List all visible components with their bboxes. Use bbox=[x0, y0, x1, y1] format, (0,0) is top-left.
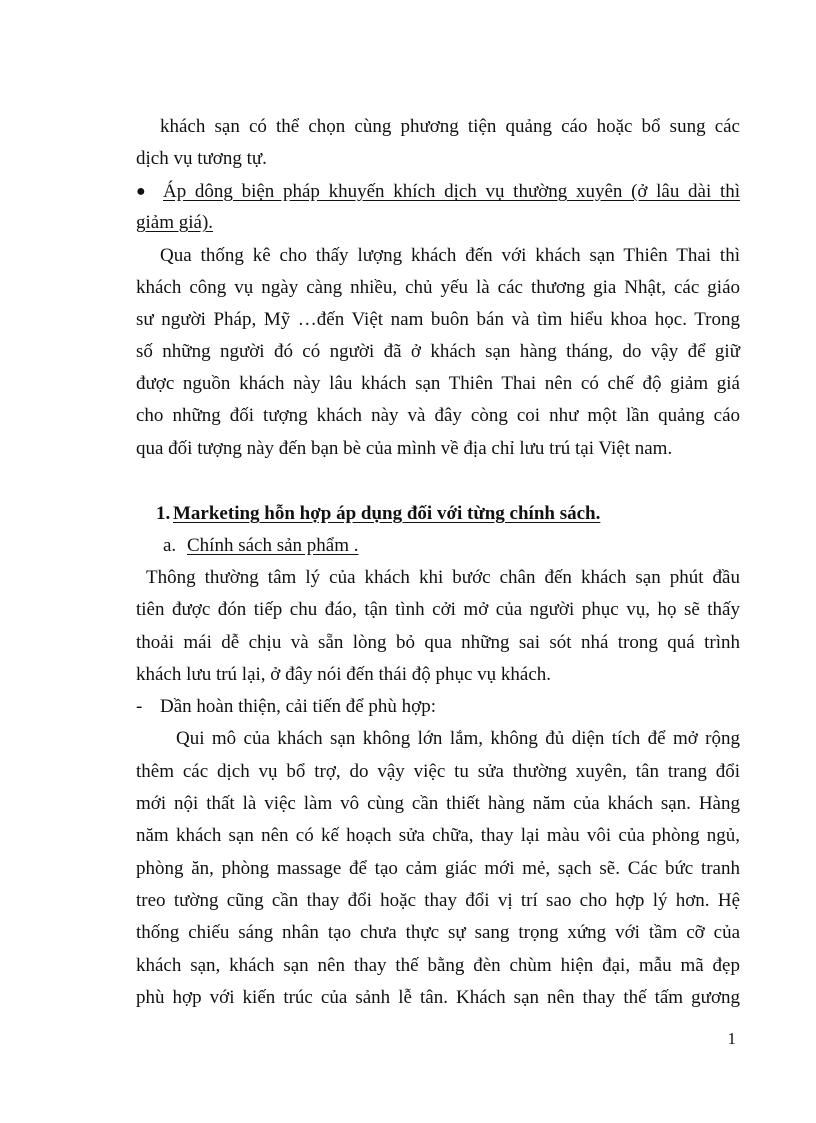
paragraph-line: năm khách sạn nên có kế hoạch sửa chữa, thay lại màu vôi của phòng ngủ, bbox=[136, 825, 740, 846]
paragraph-line: khách lưu trú lại, ở đây nói đến thái độ phục vụ khách. bbox=[136, 664, 552, 685]
paragraph-line: thống chiếu sáng nhân tạo chưa thực sự sang trọng xứng với tầm cỡ của bbox=[136, 922, 740, 943]
paragraph-line: số những người đó có người đã ở khách sạn hàng tháng, do vậy để giữ bbox=[136, 341, 740, 362]
page-number: 1 bbox=[727, 1029, 736, 1048]
paragraph-line: qua đối tượng này đến bạn bè của mình về địa chỉ lưu trú tại Việt nam. bbox=[136, 438, 673, 459]
bullet-heading-line-end bbox=[136, 207, 740, 239]
paragraph-line: dịch vụ tương tự. bbox=[136, 148, 267, 169]
paragraph-line: sư người Pháp, Mỹ …đến Việt nam buôn bán và tìm hiểu khoa học. Trong bbox=[136, 309, 740, 330]
paragraph-line: cho những đối tượng khách này và đây còng coi như một lần quảng cáo bbox=[136, 405, 740, 426]
paragraph-line: mới nội thất là việc làm vô cùng cần thiết hàng năm của khách sạn. Hàng bbox=[136, 793, 740, 814]
bullet-heading-line: Áp dông biện pháp khuyến khích dịch vụ thường xuyên (ở lâu dài thì bbox=[163, 181, 740, 202]
section-heading: Marketing hỗn hợp áp dụng đối với từng chính sách. bbox=[173, 503, 601, 524]
subsection-heading: Chính sách sản phẩm . bbox=[187, 535, 359, 556]
dash-item-line: Dần hoàn thiện, cải tiến để phù hợp: bbox=[160, 696, 436, 717]
paragraph-line: được nguồn khách này lâu khách sạn Thiên Thai nên có chế độ giảm giá bbox=[136, 373, 740, 394]
paragraph-line: khách công vụ ngày càng nhiều, chủ yếu là các thương gia Nhật, các giáo bbox=[136, 277, 740, 298]
paragraph-line: tiên được đón tiếp chu đáo, tận tình cởi mở của người phục vụ, họ sẽ thấy bbox=[136, 599, 740, 620]
section-number: 1. bbox=[156, 503, 171, 524]
paragraph-line: Qua thống kê cho thấy lượng khách đến với khách sạn Thiên Thai thì bbox=[160, 245, 740, 266]
dash-marker: - bbox=[136, 696, 143, 717]
subsection-heading-line bbox=[187, 530, 740, 562]
paragraph-line: treo tường cũng cần thay đổi hoặc thay đổi vị trí sao cho hợp lý hơn. Hệ bbox=[136, 890, 740, 911]
paragraph-line: thoải mái dễ chịu và sẵn lòng bỏ qua những sai sót nhá trong quá trình bbox=[136, 632, 740, 653]
subsection-letter: a. bbox=[163, 535, 177, 556]
paragraph-line: Thông thường tâm lý của khách khi bước chân đến khách sạn phút đầu bbox=[146, 567, 740, 588]
paragraph-line: phòng ăn, phòng massage để tạo cảm giác mới mẻ, sạch sẽ. Các bức tranh bbox=[136, 858, 740, 879]
paragraph-line: khách sạn có thể chọn cùng phương tiện quảng cáo hoặc bổ sung các bbox=[160, 116, 740, 137]
bullet-heading-tail: giảm giá). bbox=[136, 212, 214, 233]
paragraph-line: Qui mô của khách sạn không lớn lắm, không đủ diện tích để mở rộng bbox=[176, 728, 740, 749]
bullet-marker: ● bbox=[136, 183, 146, 200]
paragraph-line: phù hợp với kiến trúc của sảnh lễ tân. Khách sạn nên thay thế tấm gương bbox=[136, 987, 740, 1008]
paragraph-line: khách sạn, khách sạn nên thay thế bằng đèn chùm hiện đại, mẫu mã đẹp bbox=[136, 955, 740, 976]
paragraph-line: thêm các dịch vụ bổ trợ, do vậy việc tu sửa thường xuyên, tân trang đổi bbox=[136, 761, 740, 782]
section-heading-line bbox=[173, 498, 740, 530]
